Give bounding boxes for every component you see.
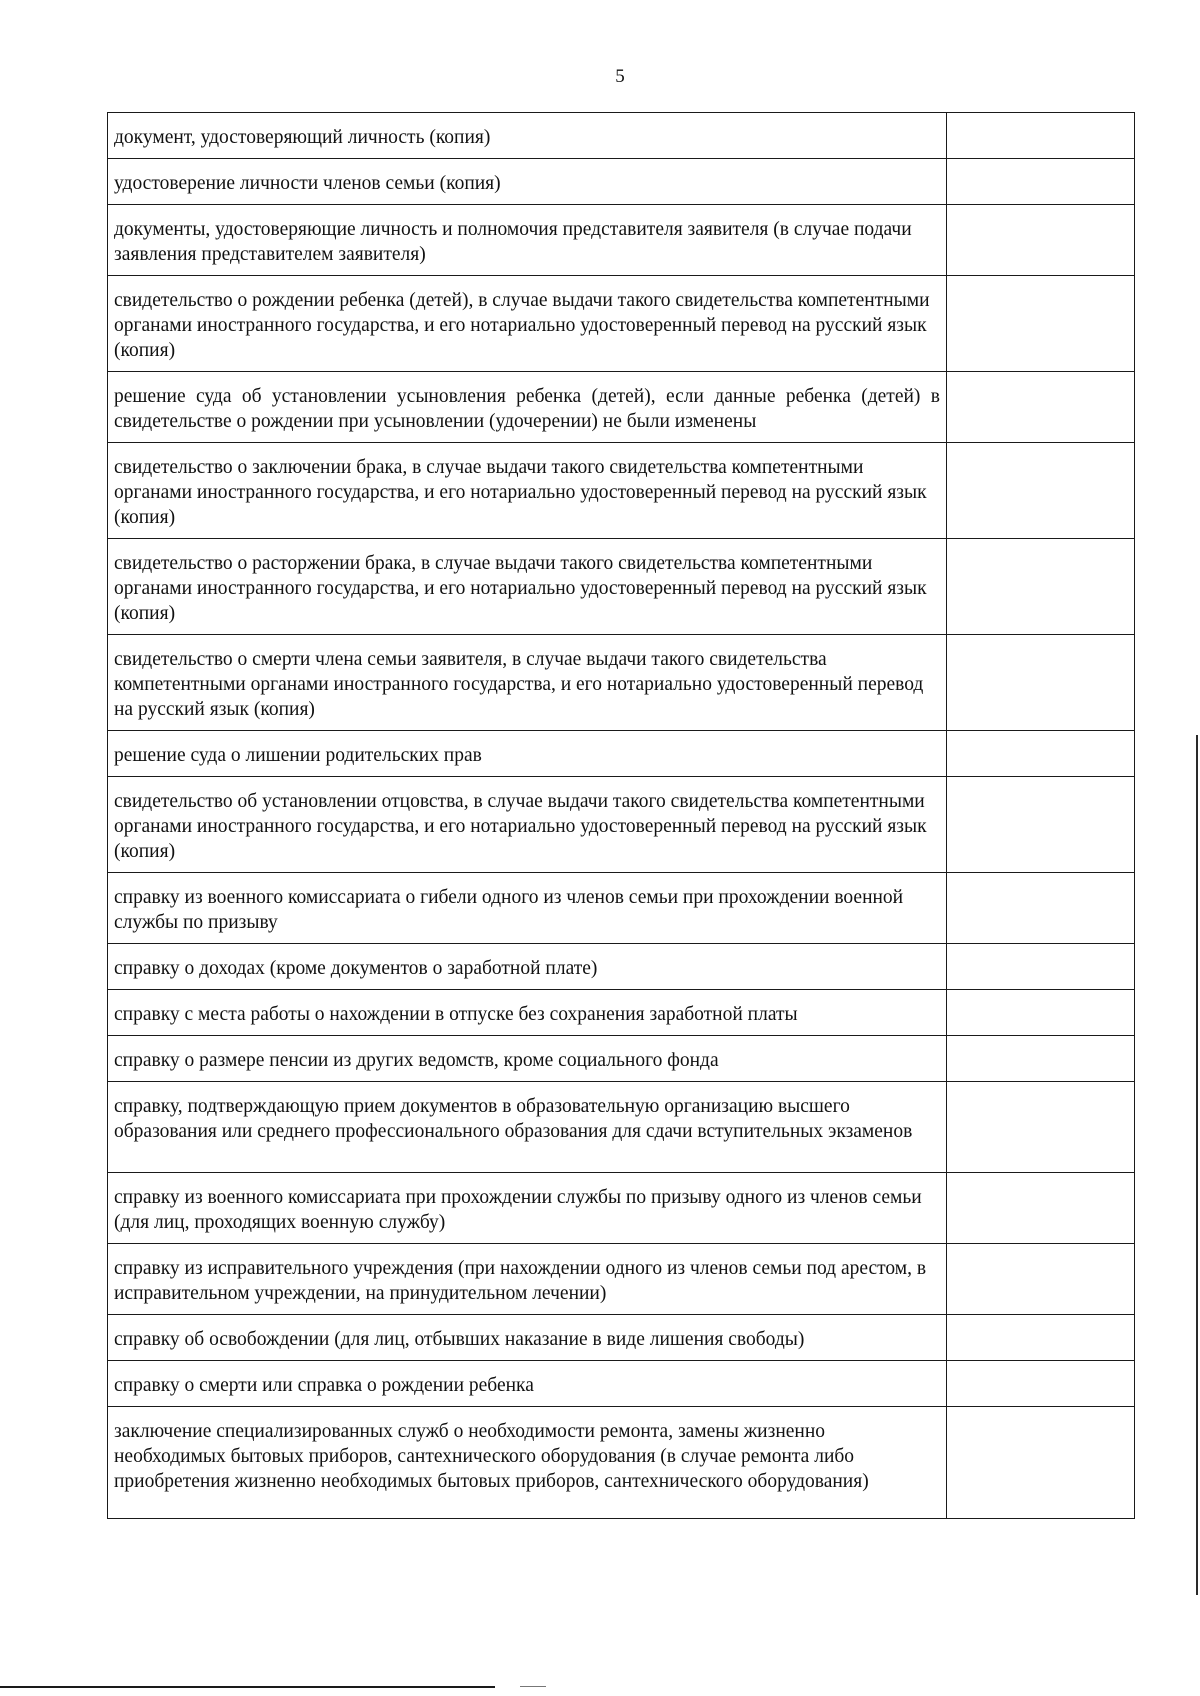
document-mark-cell[interactable] [947, 944, 1135, 990]
document-item-text: свидетельство о рождении ребенка (детей), в случае выдачи такого свидетельства компетентными органами иностранного государства, и его нотариально удостоверенный перевод на русский язык (копия) [108, 276, 947, 372]
document-mark-cell[interactable] [947, 372, 1135, 443]
document-mark-cell[interactable] [947, 990, 1135, 1036]
document-mark-cell[interactable] [947, 1036, 1135, 1082]
table-row [108, 873, 1135, 944]
document-mark-cell[interactable] [947, 205, 1135, 276]
document-mark-cell[interactable] [947, 1361, 1135, 1407]
table-row [108, 731, 1135, 777]
document-item-text: свидетельство о смерти члена семьи заявителя, в случае выдачи такого свидетельства компетентными органами иностранного государства, и его нотариально удостоверенный перевод на русский язык (копия) [108, 635, 947, 731]
document-item-text: решение суда об установлении усыновления ребенка (детей), если данные ребенка (детей) в свидетельстве о рождении при усыновлении (удочерении) не были изменены [108, 372, 947, 443]
document-item-text: свидетельство об установлении отцовства, в случае выдачи такого свидетельства компетентными органами иностранного государства, и его нотариально удостоверенный перевод на русский язык (копия) [108, 777, 947, 873]
document-mark-cell[interactable] [947, 1244, 1135, 1315]
document-mark-cell[interactable] [947, 777, 1135, 873]
document-item-text: справку о размере пенсии из других ведомств, кроме социального фонда [108, 1036, 947, 1082]
document-mark-cell[interactable] [947, 443, 1135, 539]
document-mark-cell[interactable] [947, 1173, 1135, 1244]
table-row [108, 1173, 1135, 1244]
table-row [108, 777, 1135, 873]
table-row [108, 159, 1135, 205]
table-row [108, 1036, 1135, 1082]
table-row [108, 1244, 1135, 1315]
documents-table [107, 112, 1135, 1519]
table-row [108, 443, 1135, 539]
document-mark-cell[interactable] [947, 159, 1135, 205]
table-row [108, 635, 1135, 731]
scan-bottom-line [0, 1686, 495, 1688]
document-mark-cell[interactable] [947, 1082, 1135, 1173]
document-mark-cell[interactable] [947, 1315, 1135, 1361]
document-item-text: справку с места работы о нахождении в отпуске без сохранения заработной платы [108, 990, 947, 1036]
document-item-text: документы, удостоверяющие личность и полномочия представителя заявителя (в случае подачи заявления представителем заявителя) [108, 205, 947, 276]
document-item-text: справку, подтверждающую прием документов в образовательную организацию высшего образования или среднего профессионального образования для сдачи вступительных экзаменов [108, 1082, 947, 1173]
table-row [108, 539, 1135, 635]
document-mark-cell[interactable] [947, 731, 1135, 777]
page-number: 5 [615, 66, 625, 87]
table-row [108, 1082, 1135, 1173]
documents-table-body [108, 113, 1135, 1519]
table-row [108, 113, 1135, 159]
document-item-text: справку из исправительного учреждения (при нахождении одного из членов семьи под арестом, в исправительном учреждении, на принудительном лечении) [108, 1244, 947, 1315]
table-row [108, 1315, 1135, 1361]
scan-edge-mark [1196, 735, 1198, 1595]
table-row [108, 1407, 1135, 1519]
document-mark-cell[interactable] [947, 873, 1135, 944]
table-row [108, 944, 1135, 990]
document-mark-cell[interactable] [947, 113, 1135, 159]
document-item-text: справку из военного комиссариата при прохождении службы по призыву одного из членов семьи (для лиц, проходящих военную службу) [108, 1173, 947, 1244]
document-item-text: заключение специализированных служб о необходимости ремонта, замены жизненно необходимых бытовых приборов, сантехнического оборудования (в случае ремонта либо приобретения жизненно необходимых бытовых приборов, сантехнического оборудования) [108, 1407, 947, 1519]
table-row [108, 276, 1135, 372]
document-item-text: свидетельство о расторжении брака, в случае выдачи такого свидетельства компетентными органами иностранного государства, и его нотариально удостоверенный перевод на русский язык (копия) [108, 539, 947, 635]
scan-bottom-dash [520, 1686, 546, 1687]
document-item-text: справку об освобождении (для лиц, отбывших наказание в виде лишения свободы) [108, 1315, 947, 1361]
document-item-text: справку о доходах (кроме документов о заработной плате) [108, 944, 947, 990]
document-item-text: решение суда о лишении родительских прав [108, 731, 947, 777]
document-mark-cell[interactable] [947, 635, 1135, 731]
document-mark-cell[interactable] [947, 1407, 1135, 1519]
document-item-text: документ, удостоверяющий личность (копия) [108, 113, 947, 159]
document-item-text: справку из военного комиссариата о гибели одного из членов семьи при прохождении военной службы по призыву [108, 873, 947, 944]
document-item-text: свидетельство о заключении брака, в случае выдачи такого свидетельства компетентными органами иностранного государства, и его нотариально удостоверенный перевод на русский язык (копия) [108, 443, 947, 539]
table-row [108, 990, 1135, 1036]
document-mark-cell[interactable] [947, 539, 1135, 635]
table-row [108, 205, 1135, 276]
table-row [108, 1361, 1135, 1407]
table-row [108, 372, 1135, 443]
document-item-text: справку о смерти или справка о рождении ребенка [108, 1361, 947, 1407]
document-mark-cell[interactable] [947, 276, 1135, 372]
document-item-text: удостоверение личности членов семьи (копия) [108, 159, 947, 205]
